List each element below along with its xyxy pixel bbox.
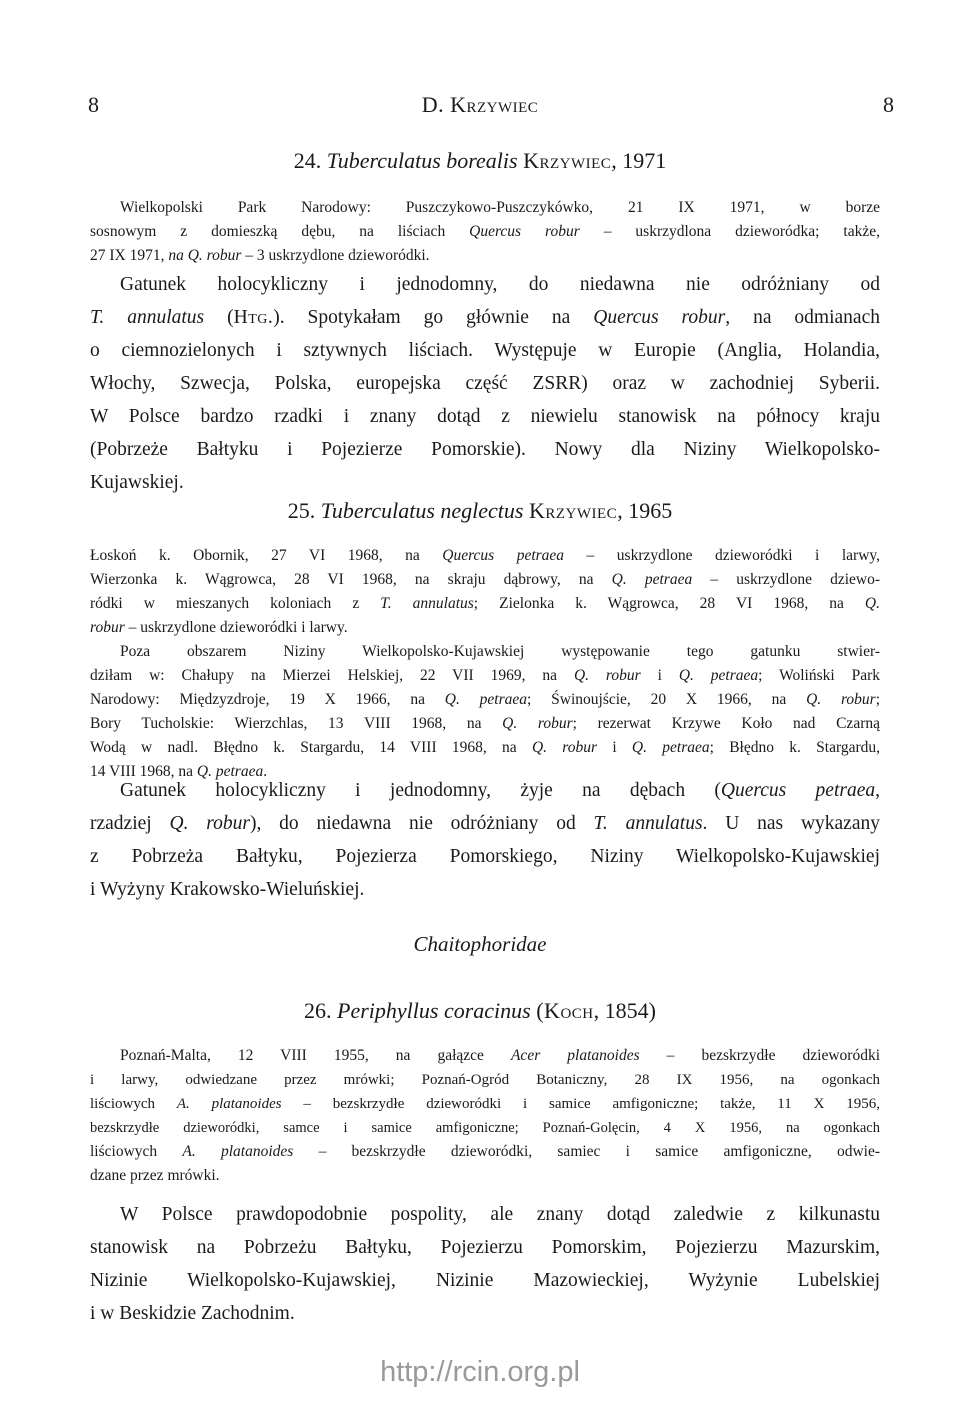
species-ref: Q. robur [502, 715, 573, 732]
text-line: Narodowy: Międzyzdroje, 19 X 1966, na Q. petraea; Świnoujście, 20 X 1966, na Q. robur; [90, 691, 880, 708]
entry-26-species: Periphyllus coracinus [337, 998, 531, 1023]
species-ref: Quercus robur [593, 307, 726, 328]
species-ref: Quercus robur [469, 223, 580, 240]
entry-25-number: 25. [287, 498, 316, 523]
text-line: 27 IX 1971, na Q. robur – 3 uskrzydlone dzieworódki. [90, 247, 430, 264]
text-line: liściowych A. platanoides – bezskrzydłe dzieworódki i samice amfigoniczne; także, 11 X 1956, [90, 1096, 880, 1112]
text-line: o ciemnozielonych i sztywnych liściach. Występuje w Europie (Anglia, Holandia, [90, 340, 880, 361]
text-line: Nizinie Wielkopolsko-Kujawskiej, Nizinie Mazowieckiej, Wyżynie Lubelskiej [90, 1270, 880, 1291]
entry-25-author: Krzywiec [528, 498, 618, 523]
entry-25-title [0, 498, 960, 524]
species-ref: Quercus petraea [720, 780, 876, 801]
entry-26-author: (Koch [536, 998, 594, 1023]
text-line: Wierzonka k. Wągrowca, 28 VI 1968, na skraju dąbrowy, na Q. petraea – uskrzydlone dziewo- [90, 571, 881, 588]
text-line: 14 VIII 1968, na Q. petraea. [90, 763, 268, 780]
species-ref: Q. robur [573, 667, 641, 684]
text-line: stanowisk na Pobrzeżu Bałtyku, Pojezierzu Pomorskim, Pojezierzu Mazurskim, [90, 1237, 880, 1258]
species-ref: Q. petraea [611, 571, 693, 588]
entry-24-year: , 1971 [611, 148, 667, 173]
text-line: Wodą w nadl. Błędno k. Stargardu, 14 VIII 1968, na Q. robur i Q. petraea; Błędno k. Stargardu, [90, 739, 881, 756]
text-line: Poza obszarem Niziny Wielkopolsko-Kujawskiej występowanie tego gatunku stwier- [120, 643, 880, 660]
species-ref: Q. petraea [631, 739, 710, 756]
species-ref: T. annulatus [90, 307, 205, 328]
text-line: Poznań-Malta, 12 VIII 1955, na gałązce Acer platanoides – bezskrzydłe dzieworódki [120, 1047, 880, 1064]
entry-26-number: 26. [304, 998, 332, 1023]
text-line: Włochy, Szwecja, Polska, europejska część ZSRR) oraz w zachodniej Syberii. [90, 373, 880, 394]
entry-24-species: Tuberculatus borealis [326, 148, 518, 173]
entry-26-records [90, 1044, 880, 1188]
text-line: Gatunek holocykliczny i jednodomny, żyje na dębach (Quercus petraea, [120, 780, 880, 801]
species-ref: A. platanoides [182, 1143, 294, 1160]
species-ref: T. annulatus [380, 595, 474, 612]
text-line: dzane przez mrówki. [90, 1167, 220, 1184]
entry-24-records [90, 196, 880, 268]
footer-url: http://rcin.org.pl [380, 1356, 580, 1388]
species-ref: Q. robur [806, 691, 876, 708]
text-line: Kujawskiej. [90, 472, 184, 493]
text-line: T. annulatus (Htg.). Spotykałam go głównie na Quercus robur, na odmianach [90, 307, 880, 328]
running-head-author-text: D. Krzywiec [421, 92, 539, 117]
species-ref: robur [90, 619, 125, 636]
author-abbrev: Htg. [233, 307, 274, 328]
text-line: rzadziej Q. robur), do niedawna nie odróżniany od T. annulatus. U nas wykazany [90, 813, 880, 834]
text-line: i larwy, odwiedzane przez mrówki; Poznań-Ogród Botaniczny, 28 IX 1956, na ogonkach [90, 1072, 880, 1088]
entry-24-discussion [90, 268, 880, 499]
species-ref: Quercus petraea [442, 547, 565, 564]
text-line: Gatunek holocykliczny i jednodomny, do niedawna nie odróżniany od [120, 274, 880, 295]
species-ref: Q. petraea [196, 763, 264, 780]
text-line: sosnowym z domieszką dębu, na liściach Quercus robur – uskrzydlona dzieworódka; także, [90, 223, 881, 240]
entry-24-author: Krzywiec [523, 148, 612, 173]
entry-26-year: , 1854) [593, 998, 656, 1023]
species-ref: Q. petraea [678, 667, 759, 684]
species-ref: Q. robur [531, 739, 598, 756]
text-line: robur – uskrzydlone dzieworódki i larwy. [90, 619, 348, 636]
text-line: Łoskoń k. Obornik, 27 VI 1968, na Quercus petraea – uskrzydlone dzieworódki i larwy, [90, 547, 880, 564]
entry-25-records [90, 544, 880, 784]
page-number-right: 8 [883, 92, 894, 117]
text-line: W Polsce prawdopodobnie pospolity, ale znany dotąd zaledwie z kilkunastu [120, 1204, 880, 1225]
species-ref: T. annulatus [593, 813, 703, 834]
species-ref: Q. robur [169, 813, 250, 834]
running-head-author [0, 92, 960, 118]
text-line: z Pobrzeża Bałtyku, Pojezierza Pomorskiego, Niziny Wielkopolsko-Kujawskiej [90, 846, 880, 867]
species-ref: Acer platanoides [510, 1047, 640, 1064]
entry-24-title [0, 148, 960, 174]
entry-24-number: 24. [293, 148, 322, 173]
entry-25-species: Tuberculatus neglectus [320, 498, 524, 523]
species-ref: Q. [864, 595, 880, 612]
species-ref: Q. petraea [444, 691, 528, 708]
text-line: Bory Tucholskie: Wierzchlas, 13 VIII 1968, na Q. robur; rezerwat Krzywe Koło nad Czarną [90, 715, 880, 732]
text-line: ródki w mieszanych koloniach z T. annulatus; Zielonka k. Wągrowca, 28 VI 1968, na Q. [90, 595, 880, 612]
text-line: dziłam w: Chałupy na Mierzei Helskiej, 22 VII 1969, na Q. robur i Q. petraea; Woliński Park [90, 667, 881, 684]
text-line: bezskrzydłe dzieworódki, samce i samice amfigoniczne; Poznań-Golęcin, 4 X 1956, na ogonkach [90, 1120, 880, 1136]
text-line: W Polsce bardzo rzadki i znany dotąd z niewielu stanowisk na północy kraju [90, 406, 880, 427]
species-ref: A. platanoides [176, 1096, 282, 1112]
entry-25-year: , 1965 [617, 498, 673, 523]
text-line: (Pobrzeże Bałtyku i Pojezierze Pomorskie). Nowy dla Niziny Wielkopolsko- [90, 439, 880, 460]
text-line: i Wyżyny Krakowsko-Wieluńskiej. [90, 879, 365, 900]
text-line: i w Beskidzie Zachodnim. [90, 1303, 295, 1324]
text-line: Wielkopolski Park Narodowy: Puszczykowo-Puszczykówko, 21 IX 1971, w borze [120, 199, 880, 216]
page-number-left: 8 [88, 92, 99, 117]
entry-26-title [0, 998, 960, 1024]
family-heading: Chaitophoridae [413, 932, 547, 956]
entry-26-discussion [90, 1198, 880, 1330]
species-ref: na Q. robur [168, 247, 242, 264]
text-line: liściowych A. platanoides – bezskrzydłe dzieworódki, samiec i samice amfigoniczne, odwie- [90, 1143, 881, 1160]
entry-25-discussion [90, 774, 880, 906]
